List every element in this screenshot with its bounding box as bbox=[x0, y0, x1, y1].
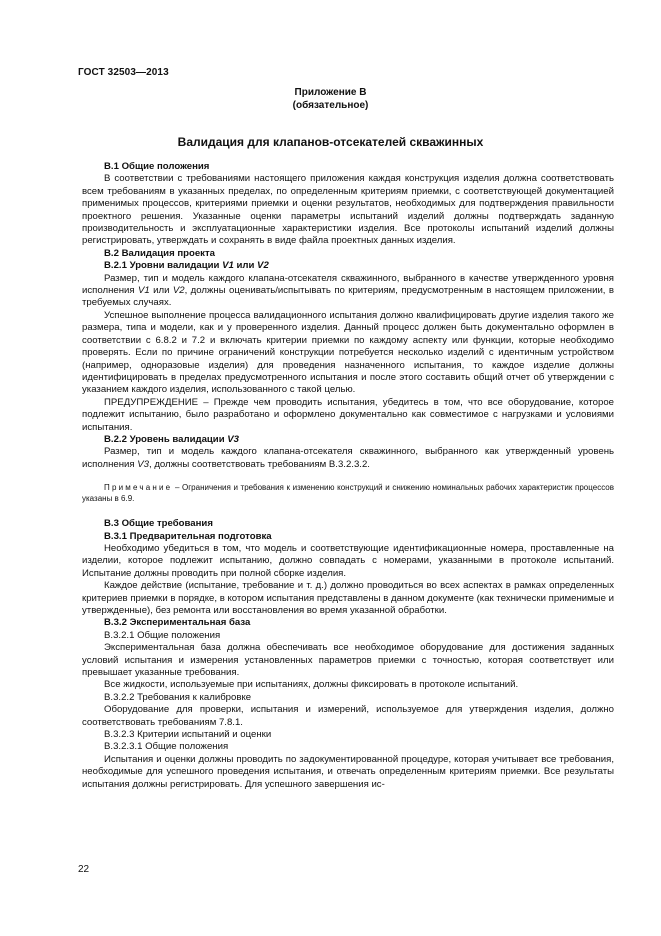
paragraph-italic: V1 bbox=[137, 285, 150, 297]
annex-heading bbox=[0, 87, 661, 112]
paragraph: В соответствии с требованиями настоящего приложения каждая конструкция изделия должна соответствовать всем требованиям в указанных пределах, по определенным критериям приемки, с соответствующей документацией применимых процессов, критериями приемки и оценки результатов, необходимых для подтверждения правильности проектного решения. Указанные оценки параметры испытаний изделий должны подтверждать заданную производительность и эксплуатационные характеристики изделия. Все протоколы испытаний изделий должны регистрировать, утверждать и сохранять в виде файла проектных данных изделия. bbox=[82, 173, 614, 247]
page-number: 22 bbox=[78, 864, 90, 875]
paragraph-italic: V3 bbox=[137, 458, 149, 470]
paragraph: Успешное выполнение процесса валидационного испытания должно квалифицировать другие изделия такого же размера, типа и модели, как и у проверенного изделия. Данный процесс должен быть документально оформлен в соответствии с 6.8.2 и 7.2 и включать критерии приемки по каждому аспекту или функции, которые необходимо проверять. Если по причине ограничений конструкции потребуется несколько изделий с идентичным устройством (например, одноразовые изделия) для проведения назначенного испытания, то каждое изделие должны идентифицировать в пределах предусмотренного испытания и после этого составить общий отчет об утверждении с указанием каждого изделия, использованного с такой целью. bbox=[82, 309, 614, 396]
document-body bbox=[82, 161, 614, 791]
subsection-heading: В.3.2 Экспериментальная база bbox=[104, 617, 251, 629]
paragraph: Оборудование для проверки, испытания и измерений, используемое для утверждения изделия, должно соответствовать требованиям 7.8.1. bbox=[82, 704, 614, 728]
paragraph-text: или bbox=[149, 285, 173, 297]
heading-text: В.2.2 Уровень валидации bbox=[104, 433, 228, 445]
note-label: Примечание bbox=[104, 483, 173, 493]
paragraph: Каждое действие (испытание, требование и т. д.) должно проводиться во всех аспектах в рамках определенных критериев приемки в порядке, в котором испытания представлены в данном документе (как технически применимые и утвержденные), без ремонта или восстановления во время указанной обработки. bbox=[82, 580, 614, 616]
heading-italic: V3 bbox=[227, 433, 240, 445]
annex-label: Приложение В bbox=[294, 87, 367, 98]
paragraph: Необходимо убедиться в том, что модель и соответствующие идентификационные номера, проставленные на изделии, которое подлежит испытанию, должно совпадать с номерами, указанными в протоколе испытаний. Испытание должны проводить при полной сборке изделия. bbox=[82, 542, 614, 579]
subsection-heading bbox=[82, 260, 614, 272]
paragraph: Экспериментальная база должна обеспечивать все необходимое оборудование для достижения заданных условий испытания и измерения установленных параметров приемки с точностью, которая соответствует или превышает указанные требования. bbox=[82, 642, 614, 679]
subsection-heading bbox=[82, 434, 614, 446]
paragraph-text: Размер, тип и модель каждого клапана-отсекателя скважинного, выбранного как утвержденный уровень исполнения bbox=[82, 446, 614, 470]
paragraph: Все жидкости, используемые при испытаниях, должны фиксировать в протоколе испытаний. bbox=[104, 679, 519, 691]
paragraph-text: , должны соответствовать требованиям В.3.2.3.2. bbox=[148, 458, 370, 470]
heading-text: или bbox=[233, 260, 258, 272]
clause-heading: В.3.2.2 Требования к калибровке bbox=[104, 691, 252, 703]
warning-paragraph: ПРЕДУПРЕЖДЕНИЕ – Прежде чем проводить испытания, убедитесь в том, что все оборудование, которое подлежит испытанию, было разработано и оформлено документально как совместимое с нагрузками и условиями испытания. bbox=[82, 396, 614, 433]
heading-italic: V1 bbox=[222, 260, 234, 272]
paragraph bbox=[82, 273, 614, 310]
standard-number: ГОСТ 32503—2013 bbox=[78, 67, 169, 78]
paragraph-text: Размер, тип и модель каждого клапана-отсекателя скважинного, выбранного в качестве утвержденного уровня исполнения bbox=[82, 272, 614, 297]
document-title: Валидация для клапанов-отсекателей скважинных bbox=[177, 135, 484, 149]
clause-heading: В.3.2.1 Общие положения bbox=[104, 629, 221, 641]
clause-heading: В.3.2.3.1 Общие положения bbox=[104, 741, 229, 753]
clause-heading: В.3.2.3 Критерии испытаний и оценки bbox=[104, 729, 272, 741]
paragraph-text: , должны оценивать/испытывать по критериям, предусмотренным в настоящем приложении, в требуемых случаях. bbox=[82, 285, 614, 309]
heading-italic: V2 bbox=[257, 260, 269, 272]
paragraph: Испытания и оценки должны проводить по задокументированной процедуре, которая учитывает все требования, необходимые для успешного проведения испытания, и отвечать определенным критериям приемки. Все результаты испытания должны регистрировать. Для успешного завершения ис- bbox=[82, 753, 614, 790]
section-heading: В.2 Валидация проекта bbox=[104, 247, 216, 259]
subsection-heading: В.3.1 Предварительная подготовка bbox=[104, 530, 272, 542]
section-heading: В.3 Общие требования bbox=[104, 518, 213, 530]
note-text: – Ограничения и требования к изменению конструкций и снижению номинальных рабочих характеристик процессов указаны в 6.9. bbox=[82, 483, 614, 503]
note bbox=[82, 483, 614, 504]
paragraph bbox=[82, 446, 614, 471]
paragraph-italic: V2 bbox=[172, 285, 185, 297]
section-heading: В.1 Общие положения bbox=[104, 161, 210, 172]
annex-status: (обязательное) bbox=[292, 99, 369, 111]
heading-text: В.2.1 Уровни валидации bbox=[104, 260, 223, 272]
